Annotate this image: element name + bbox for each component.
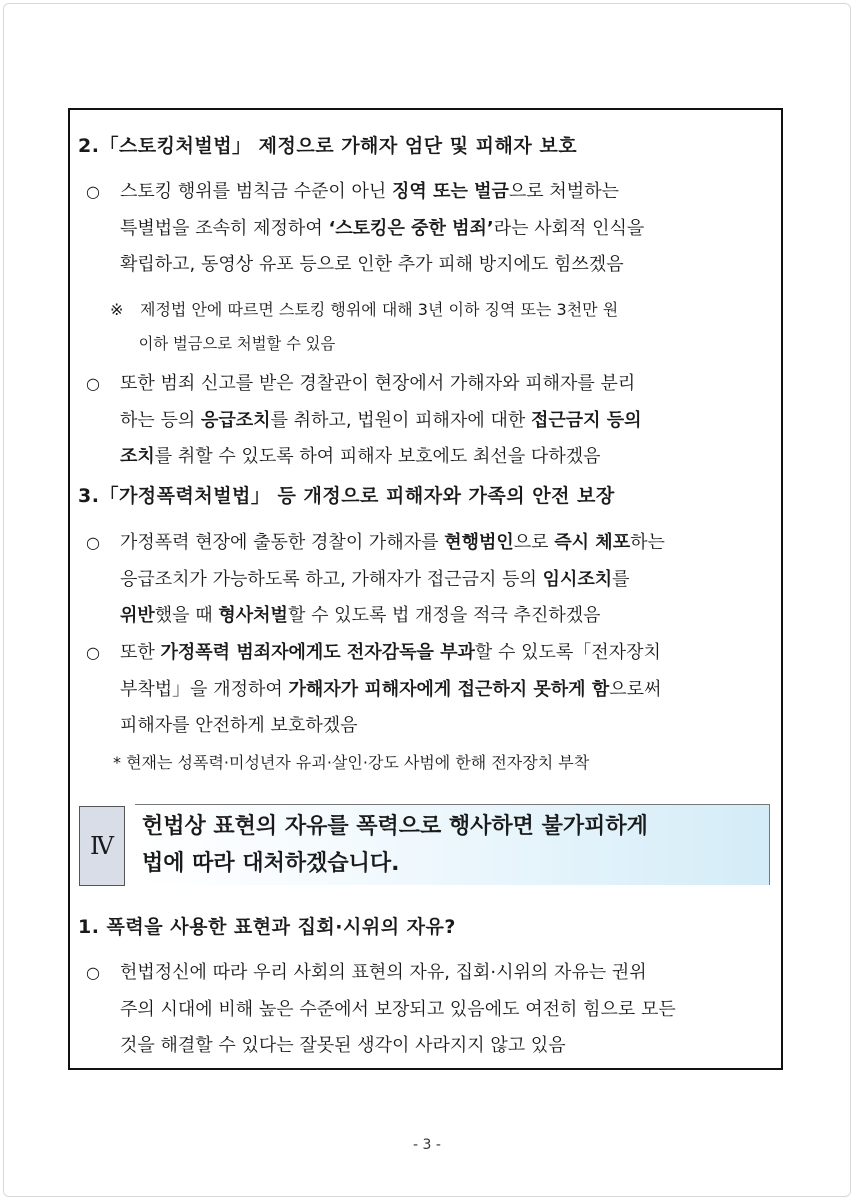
text-line: ※ 제정법 안에 따르면 스토킹 행위에 대해 3년 이하 징역 또는 3천만 원 [110,300,619,319]
bullet: ○ [86,963,100,982]
section-2-heading: 2.「스토킹처벌법」 제정으로 가해자 엄단 및 피해자 보호 [78,135,578,157]
bullet: ○ [86,533,100,552]
page-number: - 3 - [413,1137,441,1153]
text-line: 위반했을 때 형사처벌할 수 있도록 법 개정을 적극 추진하겠음 [120,605,601,627]
text-line: 가정폭력 현장에 출동한 경찰이 가해자를 현행범인으로 즉시 체포하는 [120,532,665,553]
part-title [142,808,648,882]
section-1-heading: 1. 폭력을 사용한 표현과 집회·시위의 자유? [78,916,456,938]
text-line: 것을 해결할 수 있다는 잘못된 생각이 사라지지 않고 있음 [120,1035,566,1057]
section-3-paragraph-2 [120,635,780,745]
section-2-paragraph-2 [120,366,780,476]
part-title-line-1: 헌법상 표현의 자유를 폭력으로 행사하면 불가피하게 [142,814,648,839]
section-3-heading: 3.「가정폭력처벌법」 등 개정으로 피해자와 가족의 안전 보장 [78,485,615,507]
text-line: 또한 가정폭력 범죄자에게도 전자감독을 부과할 수 있도록「전자장치 [120,642,661,663]
text-line: 조치를 취할 수 있도록 하여 피해자 보호에도 최선을 다하겠음 [120,446,601,468]
section-1-paragraph-1 [120,955,780,1065]
section-2-paragraph-1 [120,174,780,284]
text-line: 이하 벌금으로 처벌할 수 있음 [138,334,336,353]
text-line: 응급조치가 가능하도록 하고, 가해자가 접근금지 등의 임시조치를 [120,568,630,590]
section-3-paragraph-1 [120,525,780,635]
part-numeral: Ⅳ [90,832,114,860]
section-2-note [110,293,780,361]
text-line: 스토킹 행위를 범칙금 수준이 아닌 징역 또는 벌금으로 처벌하는 [120,181,619,202]
text-line: 확립하고, 동영상 유포 등으로 인한 추가 피해 방지에도 힘쓰겠음 [120,254,624,276]
section-3-footnote: * 현재는 성폭력·미성년자 유괴·살인·강도 사범에 한해 전자장치 부착 [113,753,590,772]
text-line: 헌법정신에 따라 우리 사회의 표현의 자유, 집회·시위의 자유는 권위 [120,962,647,983]
bullet: ○ [86,374,100,393]
text-line: 부착법」을 개정하여 가해자가 피해자에게 접근하지 못하게 함으로써 [120,678,662,700]
text-line: 특별법을 조속히 제정하여 ‘스토킹은 중한 범죄’라는 사회적 인식을 [120,217,645,239]
bullet: ○ [86,643,100,662]
bullet: ○ [86,182,100,201]
part-title-line-2: 법에 따라 대처하겠습니다. [142,851,400,876]
text-line: 피해자를 안전하게 보호하겠음 [120,715,358,737]
part-numeral-box [79,806,125,886]
text-line: 주의 시대에 비해 높은 수준에서 보장되고 있음에도 여전히 힘으로 모든 [120,998,676,1020]
text-line: 또한 범죄 신고를 받은 경찰관이 현장에서 가해자와 피해자를 분리 [120,373,636,394]
text-line: 하는 등의 응급조치를 취하고, 법원이 피해자에 대한 접근금지 등의 [120,409,642,431]
